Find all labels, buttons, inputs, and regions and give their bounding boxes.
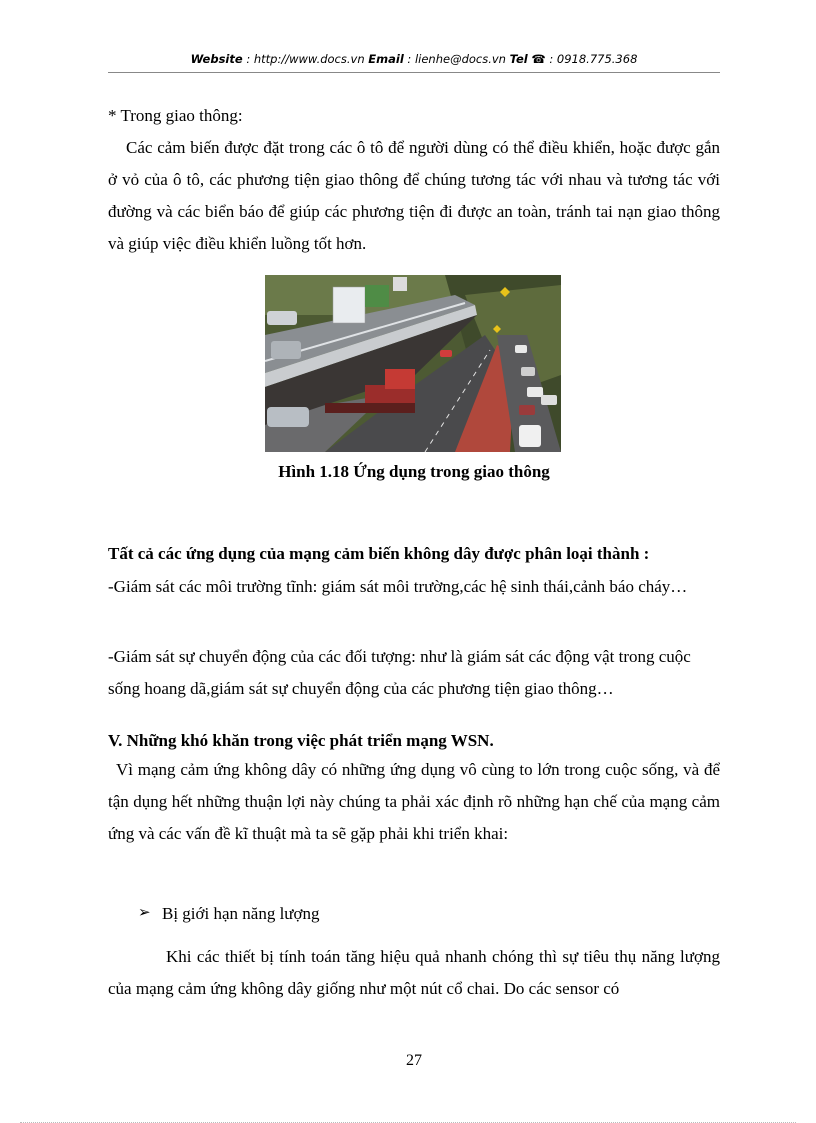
website-url: : http://www.docs.vn: [242, 52, 369, 66]
tel-label: Tel: [509, 52, 528, 66]
email-label: Email: [368, 52, 404, 66]
classification-item: -Giám sát sự chuyển động của các đối tượng: như là giám sát các động vật trong cuộc sống hoang dã,giám sát sự chuyển động của các phương tiện giao thông…: [108, 647, 691, 698]
section-v-paragraph: Vì mạng cảm ứng không dây có những ứng dụng vô cùng to lớn trong cuộc sống, và để tận dụng hết những thuận lợi này chúng ta phải xác định rõ những hạn chế của mạng cảm ứng và các vấn đề kĩ thuật mà ta sẽ gặp phải khi triển khai:: [108, 760, 720, 843]
page-number: 27: [406, 1052, 422, 1069]
phone-icon: ☎: [531, 52, 546, 66]
section-v-heading: V. Những khó khăn trong việc phát triển mạng WSN.: [108, 731, 494, 750]
page-header: [108, 52, 720, 66]
email-address: : lienhe@docs.vn: [403, 52, 510, 66]
traffic-heading: * Trong giao thông:: [108, 106, 243, 125]
bullet-item: Bị giới hạn năng lượng: [162, 904, 320, 923]
figure-caption: Hình 1.18 Ứng dụng trong giao thông: [278, 462, 550, 481]
traffic-paragraph: Các cảm biến được đặt trong các ô tô để người dùng có thể điều khiển, hoặc được gắn ở vỏ của ô tô, các phương tiện giao thông để chúng tương tác với nhau và tương tác với đường và các biển báo để giúp các phương tiện đi được an toàn, tránh tai nạn giao thông và giúp việc điều khiển luồng tốt hơn.: [108, 138, 720, 253]
tel-number: : 0918.775.368: [545, 52, 638, 66]
classification-item: -Giám sát các môi trường tĩnh: giám sát môi trường,các hệ sinh thái,cảnh báo cháy…: [108, 577, 688, 596]
header-divider: [108, 72, 720, 73]
arrow-bullet-icon: ➢: [138, 903, 151, 921]
classification-heading: Tất cả các ứng dụng của mạng cảm biến không dây được phân loại thành :: [108, 544, 650, 563]
traffic-photo: [265, 275, 561, 452]
section-v-paragraph-2: Khi các thiết bị tính toán tăng hiệu quả nhanh chóng thì sự tiêu thụ năng lượng của mạng cảm ứng không dây giống như một nút cổ chai. Do các sensor có: [108, 947, 720, 998]
website-label: Website: [190, 52, 243, 66]
